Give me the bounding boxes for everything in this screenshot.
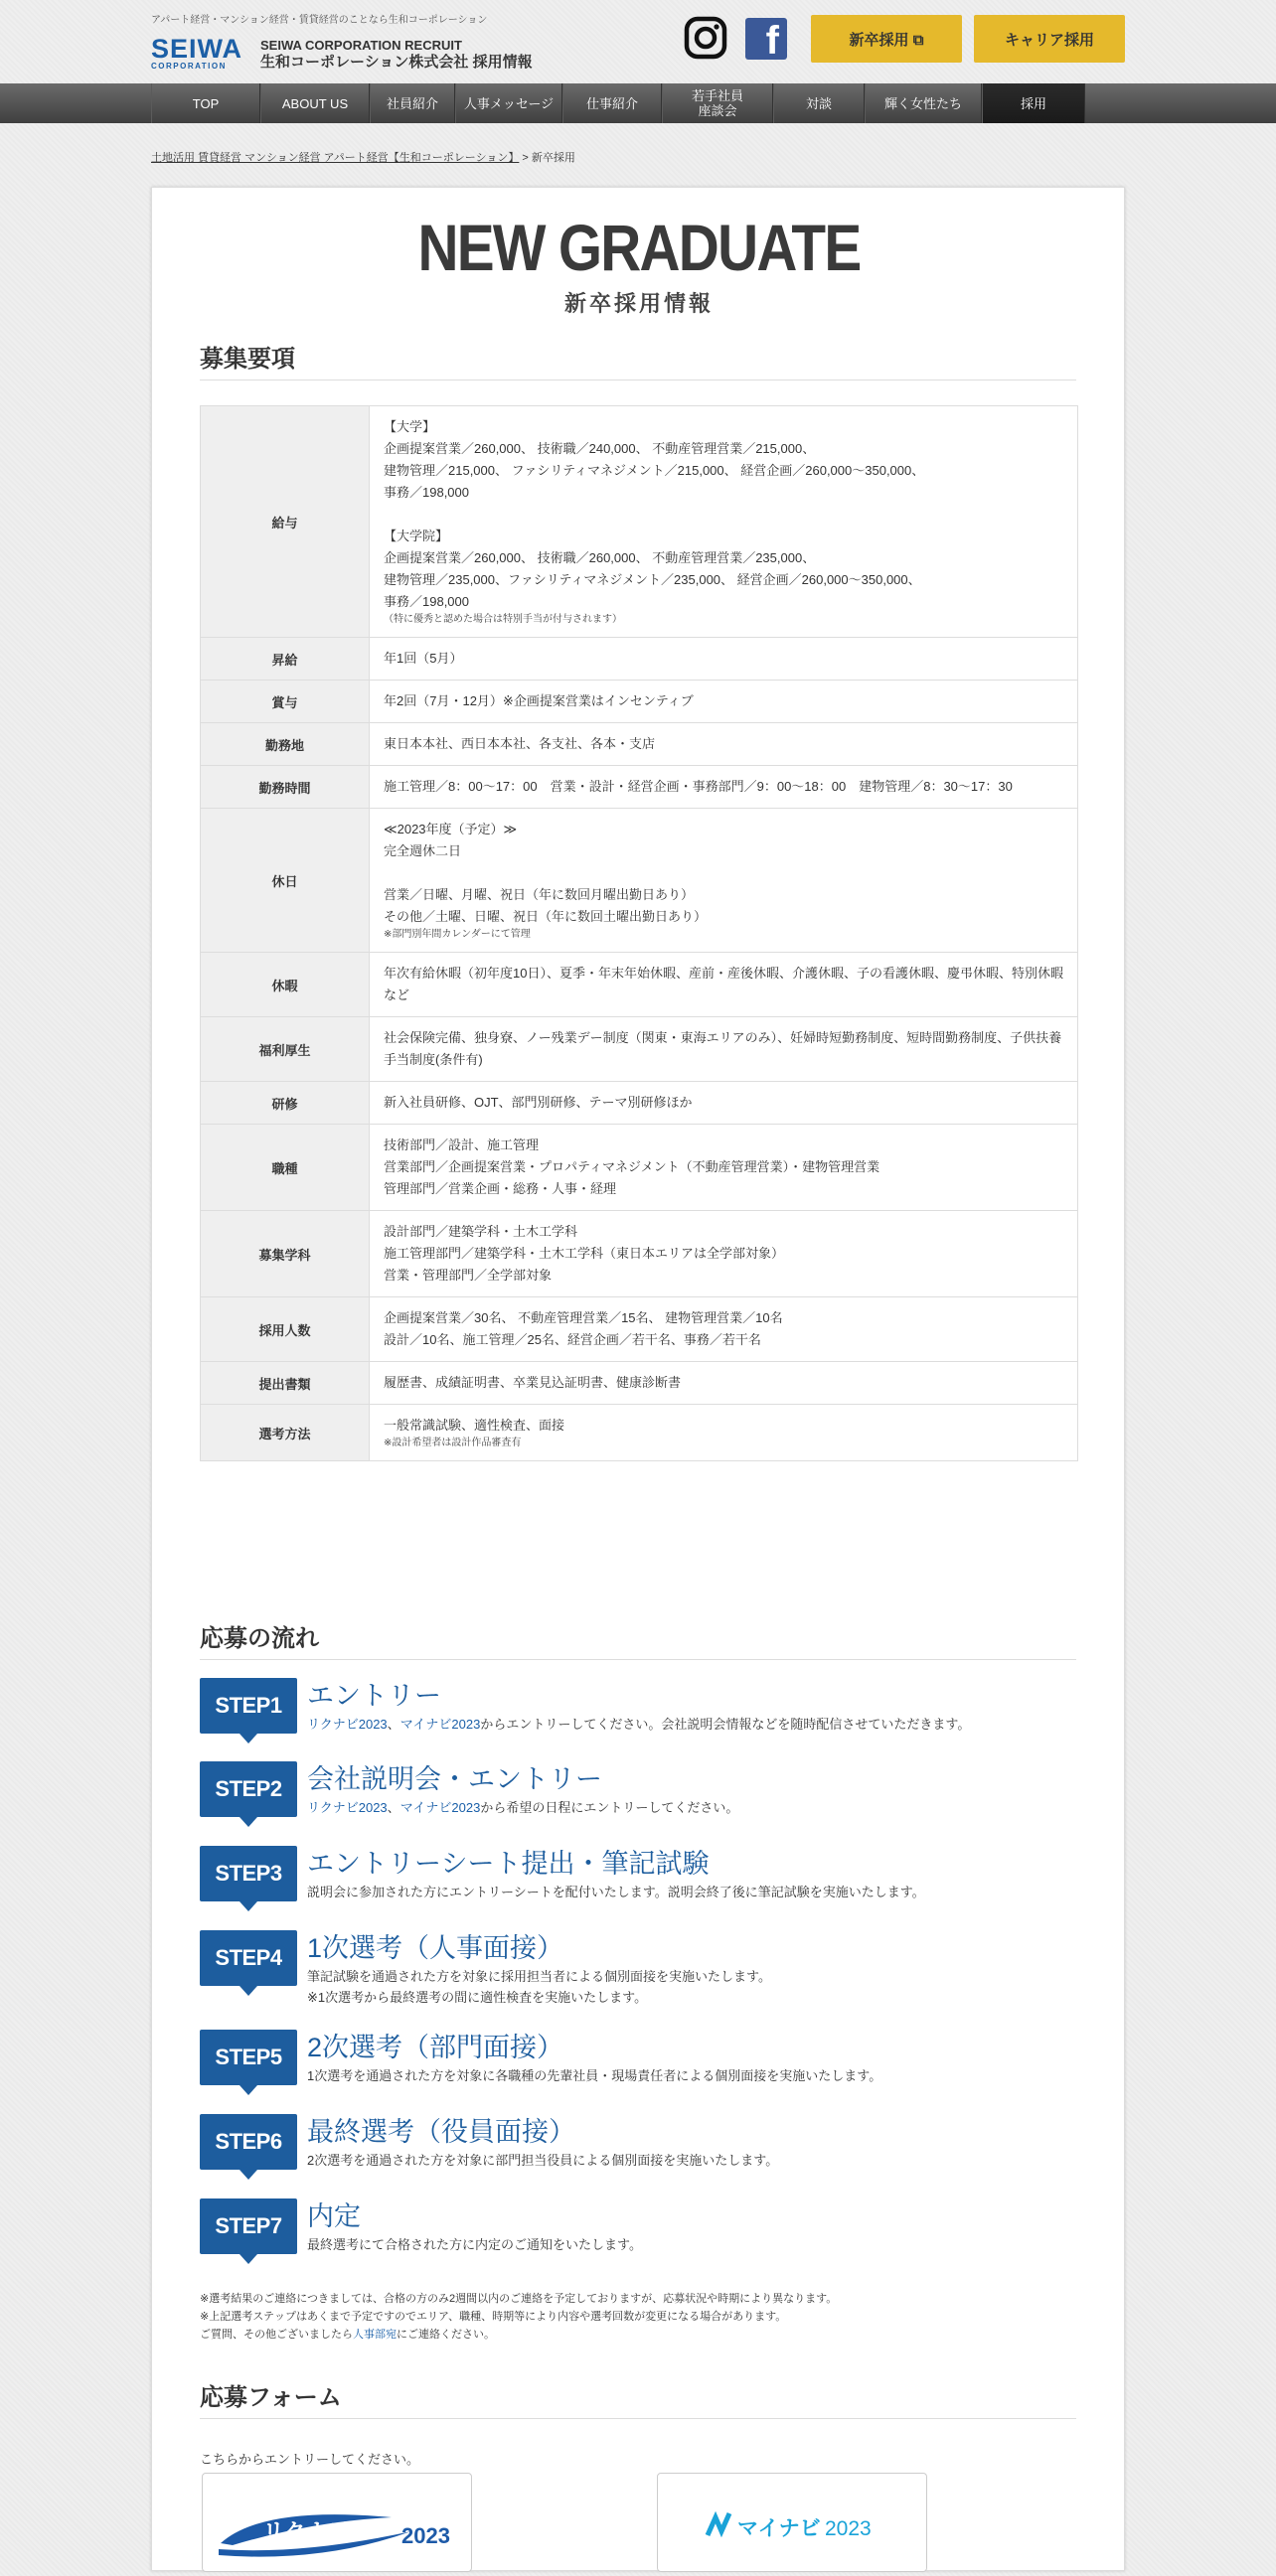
main-content	[151, 187, 1125, 2571]
row-value-cell	[370, 723, 1078, 766]
table-row	[201, 1405, 1078, 1461]
step-title: エントリーシート提出・筆記試験	[307, 1849, 710, 1879]
row-value-cell	[370, 1405, 1078, 1461]
nav-item[interactable]: TOP	[151, 83, 260, 123]
brand-en: SEIWA CORPORATION RECRUIT	[260, 38, 462, 53]
flow-notes	[200, 2290, 837, 2344]
row-label: 採用人数	[201, 1297, 370, 1362]
row-label: 職種	[201, 1125, 370, 1211]
brand-ja: 生和コーポレーション株式会社 採用情報	[260, 54, 533, 71]
mynavi-link[interactable]: マイナビ2023	[399, 1800, 481, 1815]
row-note: ※部門別年間カレンダーにて管理	[384, 929, 531, 940]
mynavi-link[interactable]: マイナビ2023	[399, 1717, 481, 1732]
table-row	[201, 1082, 1078, 1125]
rikunabi-label: リクナビ	[262, 2520, 350, 2545]
step-description: 2次選考を通過された方を対象に部門担当役員による個別面接を実施いたします。	[307, 2153, 779, 2168]
step-title: 内定	[307, 2201, 361, 2231]
instagram-icon[interactable]	[684, 16, 727, 60]
row-note: ※設計希望者は設計作品審査有	[384, 1438, 522, 1448]
row-value-cell	[370, 809, 1078, 953]
hr-contact-link[interactable]: 人事部宛	[353, 2329, 397, 2341]
nav-item[interactable]: ABOUT US	[260, 83, 370, 123]
rikunabi-link[interactable]: リクナビ2023	[307, 1800, 388, 1815]
row-value-cell	[370, 406, 1078, 638]
note-line: ※選考結果のご連絡につきましては、合格の方のみ2週間以内のご連絡を予定しておりますが、応募状況や時期により異なります。	[200, 2293, 838, 2305]
new-graduate-button[interactable]: 新卒採用 ⧉	[811, 15, 962, 63]
row-value-cell	[370, 681, 1078, 723]
row-label: 勤務時間	[201, 766, 370, 809]
row-note: （特に優秀と認めた場合は特別手当が付与されます）	[384, 614, 622, 625]
table-row	[201, 953, 1078, 1017]
step-title: 1次選考（人事面接）	[307, 1933, 564, 1963]
table-row	[201, 638, 1078, 681]
table-row	[201, 723, 1078, 766]
row-value-cell	[370, 1017, 1078, 1082]
row-value: 年次有給休暇（初年度10日）、夏季・年末年始休暇、産前・産後休暇、介護休暇、子の看護休暇、慶弔休暇、特別休暇など	[384, 966, 1063, 1002]
step-description: リクナビ2023、マイナビ2023からエントリーしてください。会社説明会情報などを随時配信させていただきます。	[307, 1717, 971, 1732]
table-row	[201, 809, 1078, 953]
global-nav	[0, 83, 1276, 123]
row-value: 企画提案営業／30名、 不動産管理営業／15名、 建物管理営業／10名 設計／10名、施工管理／25名、経営企画／若干名、事務／若干名	[384, 1310, 783, 1347]
page-subtitle: 新卒採用情報	[563, 291, 714, 316]
table-row	[201, 1125, 1078, 1211]
table-row	[201, 1017, 1078, 1082]
nav-item[interactable]: 採用	[982, 83, 1085, 123]
row-value: 履歴書、成績証明書、卒業見込証明書、健康診断書	[384, 1375, 682, 1390]
row-label: 休日	[201, 809, 370, 953]
step-description: 筆記試験を通過された方を対象に採用担当者による個別面接を実施いたします。 ※1次選考から最終選考の間に適性検査を実施いたします。	[307, 1969, 771, 2005]
breadcrumb	[151, 149, 575, 165]
mynavi-banner[interactable]	[657, 2473, 927, 2572]
logo-sub: CORPORATION	[151, 62, 227, 71]
step-description: 1次選考を通過された方を対象に各職種の先輩社員・現場責任者による個別面接を実施いたします。	[307, 2068, 882, 2083]
row-value-cell	[370, 1297, 1078, 1362]
form-intro: こちらからエントリーしてください。	[200, 2452, 420, 2467]
row-value: 設計部門／建築学科・土木工学科 施工管理部門／建築学科・土木工学科（東日本エリアは全学部対象） 営業・管理部門／全学部対象	[384, 1224, 785, 1283]
step-title: 2次選考（部門面接）	[307, 2033, 564, 2062]
table-row	[201, 766, 1078, 809]
nav-item[interactable]: 対談	[773, 83, 865, 123]
note-line: ※上記選考ステップはあくまで予定ですのでエリア、職種、時期等により内容や選考回数が変更になる場合があります。	[200, 2311, 787, 2323]
row-value: 技術部門／設計、施工管理 営業部門／企画提案営業・プロパティマネジメント（不動産管理営業）・建物管理営業 管理部門／営業企画・総務・人事・経理	[384, 1137, 880, 1196]
table-row	[201, 681, 1078, 723]
mynavi-label: マイナビ	[737, 2516, 821, 2540]
row-label: 勤務地	[201, 723, 370, 766]
logo-mark: SEIWA	[151, 34, 243, 64]
step-badge: STEP2	[200, 1761, 297, 1817]
nav-item[interactable]: 人事メッセージ	[455, 83, 562, 123]
row-label: 選考方法	[201, 1405, 370, 1461]
requirements-table	[200, 405, 1078, 1461]
facebook-icon[interactable]: f	[745, 18, 787, 60]
row-label: 研修	[201, 1082, 370, 1125]
row-value: 新入社員研修、OJT、部門別研修、テーマ別研修ほか	[384, 1095, 693, 1110]
nav-item[interactable]: 社員紹介	[370, 83, 455, 123]
step-title: 最終選考（役員面接）	[307, 2117, 575, 2147]
page-title: NEW GRADUATE	[417, 211, 861, 284]
row-value: 年2回（7月・12月）※企画提案営業はインセンティブ	[384, 693, 694, 708]
row-value-cell	[370, 766, 1078, 809]
nav-item[interactable]: 若手社員 座談会	[662, 83, 773, 123]
site-header	[0, 0, 1276, 83]
table-row	[201, 406, 1078, 638]
step-badge: STEP3	[200, 1846, 297, 1901]
row-value-cell	[370, 1125, 1078, 1211]
breadcrumb-home-link[interactable]: 土地活用 賃貸経営 マンション経営 アパート経営【生和コーポレーション】	[151, 152, 520, 164]
rikunabi-link[interactable]: リクナビ2023	[307, 1717, 388, 1732]
header-tagline: アパート経営・マンション経営・賃貸経営のことなら生和コーポレーション	[151, 15, 488, 26]
note-line: ご質問、その他ございましたら人事部宛にご連絡ください。	[200, 2329, 495, 2341]
requirements-heading: 募集要項	[200, 339, 1076, 380]
step-badge: STEP5	[200, 2030, 297, 2085]
step-badge: STEP4	[200, 1930, 297, 1986]
step-description: 説明会に参加された方にエントリーシートを配付いたします。説明会終了後に筆記試験を実施いたします。	[307, 1885, 925, 1899]
step-description: リクナビ2023、マイナビ2023から希望の日程にエントリーしてください。	[307, 1800, 739, 1815]
row-label: 休暇	[201, 953, 370, 1017]
step-title: エントリー	[307, 1681, 441, 1711]
row-label: 賞与	[201, 681, 370, 723]
table-row	[201, 1297, 1078, 1362]
row-label: 提出書類	[201, 1362, 370, 1405]
row-value: 一般常識試験、適性検査、面接	[384, 1418, 565, 1433]
step-badge: STEP1	[200, 1678, 297, 1734]
row-value: 【大学】 企画提案営業／260,000、 技術職／240,000、 不動産管理営業／215,000、 建物管理／215,000、 ファシリティマネジメント／215,000、 経営企画／260,000～350,000、 事務／198,000 【大学院】 企画提案営業／260,000、 技術職／260,000、 不動産管理営業／235,000、 建物管理／235,000、ファシリティマネジメント／235,000、 経営企画／260,000～350,000、 事務／198,000	[384, 419, 925, 609]
row-value-cell	[370, 1362, 1078, 1405]
step-title: 会社説明会・エントリー	[307, 1764, 602, 1794]
row-value-cell	[370, 1082, 1078, 1125]
form-heading: 応募フォーム	[200, 2377, 1076, 2419]
step-description: 最終選考にて合格された方に内定のご通知をいたします。	[307, 2237, 642, 2252]
row-value-cell	[370, 953, 1078, 1017]
row-value: 東日本本社、西日本本社、各支社、各本・支店	[384, 736, 656, 751]
flow-heading: 応募の流れ	[200, 1618, 1076, 1660]
row-label: 募集学科	[201, 1211, 370, 1297]
step-badge: STEP6	[200, 2114, 297, 2170]
table-row	[201, 1211, 1078, 1297]
row-value: ≪2023年度（予定）≫ 完全週休二日 営業／日曜、月曜、祝日（年に数回月曜出勤日あり） その他／土曜、日曜、祝日（年に数回土曜出勤日あり）	[384, 822, 708, 924]
row-value: 年1回（5月）	[384, 651, 463, 666]
company-logo[interactable]	[151, 36, 248, 72]
nav-item[interactable]: 仕事紹介	[562, 83, 662, 123]
mynavi-year: 2023	[825, 2517, 872, 2540]
breadcrumb-current: 新卒採用	[531, 152, 575, 164]
nav-item[interactable]: 輝く女性たち	[865, 83, 982, 123]
row-label: 福利厚生	[201, 1017, 370, 1082]
row-label: 昇給	[201, 638, 370, 681]
row-label: 給与	[201, 406, 370, 638]
row-value-cell	[370, 1211, 1078, 1297]
rikunabi-year: 2023	[401, 2523, 450, 2548]
brand-text[interactable]	[260, 38, 533, 72]
rikunabi-banner[interactable]	[202, 2473, 472, 2572]
step-badge: STEP7	[200, 2198, 297, 2254]
row-value: 施工管理／8：00～17：00 営業・設計・経営企画・事務部門／9：00～18：00 建物管理／8：30～17：30	[384, 779, 1013, 794]
table-row	[201, 1362, 1078, 1405]
row-value-cell	[370, 638, 1078, 681]
row-value: 社会保険完備、独身寮、ノー残業デー制度（関東・東海エリアのみ）、妊婦時短勤務制度、短時間勤務制度、子供扶養手当制度(条件有)	[384, 1030, 1062, 1067]
breadcrumb-separator: >	[522, 152, 529, 164]
career-button[interactable]: キャリア採用	[974, 15, 1125, 63]
